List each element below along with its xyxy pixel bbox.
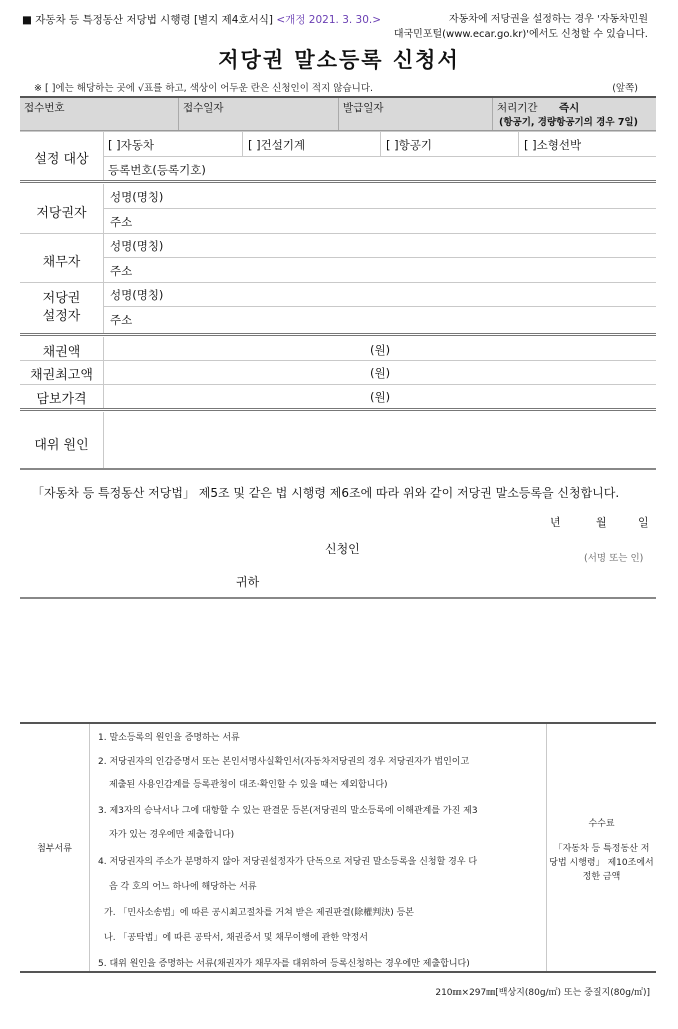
setter-address-field[interactable]: 주소: [110, 313, 133, 327]
addressee-label: 귀하: [236, 575, 260, 589]
receipt-date-cell: 접수일자: [178, 98, 339, 130]
attachment-item: 음 각 호의 어느 하나에 해당하는 서류: [109, 882, 257, 892]
setter-name-field[interactable]: 성명(명칭): [110, 288, 164, 302]
mortgagee-name-field[interactable]: 성명(명칭): [110, 190, 164, 204]
form-title: 저당권 말소등록 신청서: [218, 48, 460, 72]
instruction-notice: ※ [ ]에는 해당하는 곳에 √표를 하고, 색상이 어두운 란은 신청인이 적지 않습니다.: [34, 83, 374, 94]
max-bond-amount-label: 채권최고액: [30, 368, 93, 383]
attachment-item: 자가 있는 경우에만 제출합니다): [109, 830, 235, 840]
registration-number-field[interactable]: 등록번호(등록기호): [108, 163, 206, 177]
setter-label-line2: 설정자: [42, 309, 81, 324]
signature-note[interactable]: (서명 또는 인): [584, 553, 644, 564]
collateral-value-label: 담보가격: [36, 392, 87, 407]
max-bond-amount-unit[interactable]: (원): [370, 366, 391, 380]
collateral-value-unit[interactable]: (원): [370, 390, 391, 404]
processing-value: 즉시: [559, 102, 580, 114]
attachments-table: [20, 722, 656, 973]
attachment-item: 5. 대위 원인을 증명하는 서류(채권자가 채무자를 대위하여 등록신청하는 경우에만 제출합니다): [98, 959, 470, 969]
option-car[interactable]: [ ]자동차: [108, 138, 154, 152]
date-day[interactable]: 일: [638, 516, 649, 529]
bond-amount-label: 채권액: [42, 345, 81, 360]
attachments-list: [90, 724, 547, 971]
option-small-vessel[interactable]: [ ]소형선박: [524, 138, 582, 152]
processing-period-cell: [492, 98, 657, 130]
declaration-text: 「자동차 등 특정동산 저당법」 제5조 및 같은 법 시행령 제6조에 따라 위와 같이 저당권 말소등록을 신청합니다.: [32, 486, 620, 500]
debtor-name-field[interactable]: 성명(명칭): [110, 239, 164, 253]
debtor-address-field[interactable]: 주소: [110, 264, 133, 278]
option-construction-machine[interactable]: [ ]건설기계: [248, 138, 306, 152]
fee-cell: [547, 724, 656, 971]
fee-line2: 당법 시행령」 제10조에서: [549, 858, 654, 868]
target-label: 설정 대상: [34, 152, 89, 167]
bond-amount-unit[interactable]: (원): [370, 343, 391, 357]
attachment-item: 제출된 사용인감계를 등록관청이 대조·확인할 수 있을 때는 제외합니다): [109, 780, 388, 790]
setter-label: [20, 290, 103, 326]
subrogation-cause-label: 대위 원인: [34, 438, 89, 453]
processing-note: (항공기, 경량항공기의 경우 7일): [499, 117, 638, 128]
office-use-bar: [20, 96, 656, 131]
online-notice-line2: 대국민포털(www.ecar.go.kr)'에서도 신청할 수 있습니다.: [393, 29, 648, 40]
attachment-item: 가. 「민사소송법」에 따른 공시최고절차를 거쳐 받은 제권판결(除權判決) 등본: [104, 908, 414, 918]
attachment-item: 나. 「공탁법」에 따른 공탁서, 채권증서 및 채무이행에 관한 약정서: [104, 933, 368, 943]
online-notice: [394, 12, 648, 42]
paper-spec: 210㎜×297㎜[백상지(80g/㎡) 또는 중질지(80g/㎡)]: [435, 988, 650, 998]
date-month[interactable]: 월: [596, 516, 607, 529]
mortgagee-address-field[interactable]: 주소: [110, 215, 133, 229]
mortgagee-label: 저당권자: [36, 206, 87, 221]
attachments-label: 첨부서류: [20, 724, 90, 971]
online-notice-line1: 자동차에 저당권을 설정하는 경우 '자동차민원: [448, 14, 648, 25]
receipt-number-cell: 접수번호: [24, 102, 65, 114]
setter-label-line1: 저당권: [42, 291, 81, 306]
attachment-item: 3. 제3자의 승낙서나 그에 대항할 수 있는 판결문 등본(저당권의 말소등록에 이해관계를 가진 제3: [98, 806, 478, 816]
date-year[interactable]: 년: [550, 516, 561, 529]
page-side: (앞쪽): [612, 83, 638, 94]
fee-label: 수수료: [588, 819, 615, 829]
processing-label: 처리기간: [497, 102, 538, 114]
attachment-item: 2. 저당권자의 인감증명서 또는 본인서명사실확인서(자동차저당권의 경우 저당권자가 법인이고: [98, 757, 470, 767]
revision-date: <개정 2021. 3. 30.>: [276, 14, 382, 26]
applicant-label: 신청인: [325, 542, 360, 556]
form-ref-text: ■ 자동차 등 특정동산 저당법 시행령 [별지 제4호서식]: [22, 14, 274, 26]
attachment-item: 1. 말소등록의 원인을 증명하는 서류: [98, 733, 240, 743]
option-aircraft[interactable]: [ ]항공기: [386, 138, 432, 152]
debtor-label: 채무자: [42, 255, 81, 270]
fee-line1: 「자동차 등 특정동산 저: [553, 844, 650, 854]
attachment-item: 4. 저당권자의 주소가 분명하지 않아 저당권설정자가 단독으로 저당권 말소등록을 신청할 경우 다: [98, 857, 478, 867]
fee-line3: 정한 금액: [582, 872, 621, 882]
form-reference: [22, 12, 381, 27]
issue-date-cell: 발급일자: [338, 98, 493, 130]
